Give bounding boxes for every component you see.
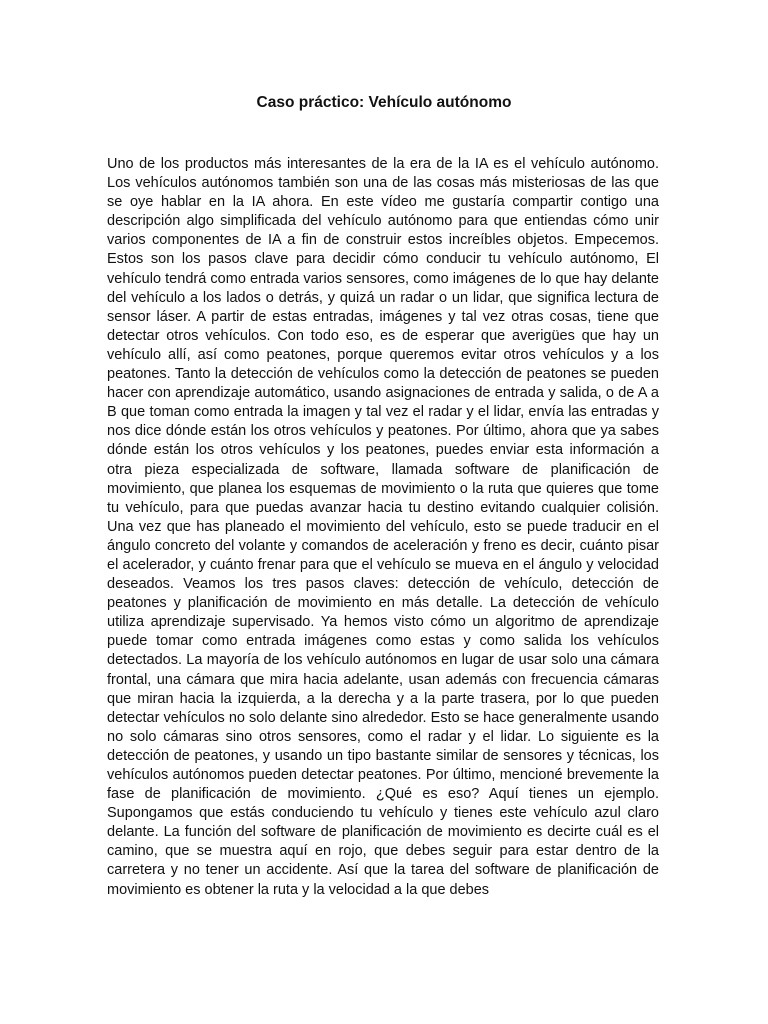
document-body-text: Uno de los productos más interesantes de la era de la IA es el vehículo autónomo. Los vehículos autónomos también son una de las cosas más misteriosas de las que se oye hablar en la IA ahora. En este vídeo me gustaría compartir contigo una descripción algo simplificada del vehículo autónomo para que entiendas cómo unir varios componentes de IA a fin de construir estos increíbles objetos. Empecemos. Estos son los pasos clave para decidir cómo conducir tu vehículo autónomo, El vehículo tendrá como entrada varios sensores, como imágenes de lo que hay delante del vehículo a los lados o detrás, y quizá un radar o un lidar, que significa lectura de sensor láser. A partir de estas entradas, imágenes y tal vez otras cosas, tiene que detectar otros vehículos. Con todo eso, es de esperar que averigües que hay un vehículo allí, así como peatones, porque queremos evitar otros vehículos y a los peatones. Tanto la detección de vehículos como la detección de peatones se pueden hacer con aprendizaje automático, usando asignaciones de entrada y salida, o de A a B que toman como entrada la imagen y tal vez el radar y el lidar, envía las entradas y nos dice dónde están los otros vehículos y peatones. Por último, ahora que ya sabes dónde están los otros vehículos y los peatones, puedes enviar esta información a otra pieza especializada de software, llamada software de planificación de movimiento, que planea los esquemas de movimiento o la ruta que quieres que tome tu vehículo, para que puedas avanzar hacia tu destino evitando cualquier colisión. Una vez que has planeado el movimiento del vehículo, esto se puede traducir en el ángulo concreto del volante y comandos de aceleración y freno es decir, cuánto pisar el acelerador, y cuánto frenar para que el vehículo se mueva en el ángulo y velocidad deseados. Veamos los tres pasos claves: detección de vehículo, detección de peatones y planificación de movimiento en más detalle. La detección de vehículo utiliza aprendizaje supervisado. Ya hemos visto cómo un algoritmo de aprendizaje puede tomar como entrada imágenes como estas y como salida los vehículos detectados. La mayoría de los vehículo autónomos en lugar de usar solo una cámara frontal, una cámara que mira hacia adelante, usan además con frecuencia cámaras que miran hacia la izquierda, a la derecha y a la parte trasera, por lo que pueden detectar vehículos no solo delante sino alrededor. Esto se hace generalmente usando no solo cámaras sino otros sensores, como el radar y el lidar. Lo siguiente es la detección de peatones, y usando un tipo bastante similar de sensores y técnicas, los vehículos autónomos pueden detectar peatones. Por último, mencioné brevemente la fase de planificación de movimiento. ¿Qué es eso? Aquí tienes un ejemplo. Supongamos que estás conduciendo tu vehículo y tienes este vehículo azul claro delante. La función del software de planificación de movimiento es decirte cuál es el camino, que se muestra aquí en rojo, que debes seguir para estar dentro de la carretera y no tener un accidente. Así que la tarea del software de planificación de movimiento es obtener la ruta y la velocidad a la que debes	[107, 156, 659, 898]
document-title: Caso práctico: Vehículo autónomo	[256, 94, 512, 111]
